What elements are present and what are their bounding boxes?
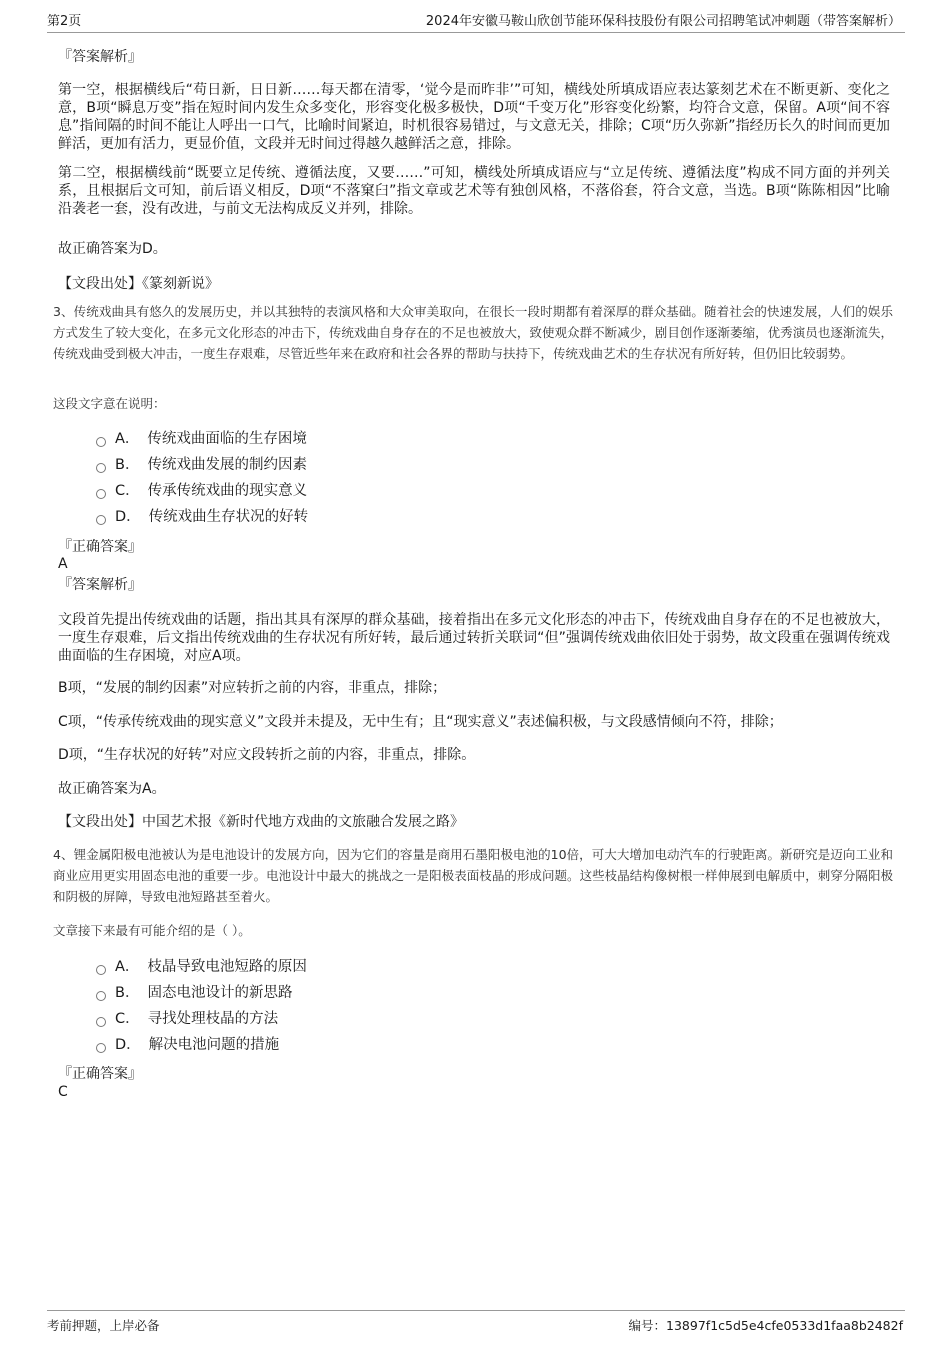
document-title: 2024年安徽马鞍山欣创节能环保科技股份有限公司招聘笔试冲刺题（带答案解析） <box>425 14 901 29</box>
analysis-conclusion: 故正确答案为D。 <box>58 241 167 257</box>
radio-icon[interactable] <box>96 489 106 499</box>
radio-icon[interactable] <box>96 965 106 975</box>
question-3-text: 3、传统戏曲具有悠久的发展历史，并以其独特的表演风格和大众审美取向，在很长一段时期都有着深厚的群众基础。随着社会的快速发展，人们的娱乐方式发生了较大变化，在多元文化形态的冲击下，传统戏曲自身存在的不足也被放大，致使观众群不断减少，剧目创作逐渐萎缩，优秀演员也逐渐流失，传统戏曲受到极大冲击，一度生存艰难，尽管近些年来在政府和社会各界的帮助与扶持下，传统戏曲艺术的生存状况有所好转，但仍旧比较弱势。 <box>53 304 893 361</box>
document-id: 编号：13897f1c5d5e4cfe0533d1faa8b2482f <box>628 1318 903 1333</box>
option-a[interactable]: A． 枝晶导致电池短路的原因 <box>96 954 307 980</box>
analysis-paragraph-1: 第一空，根据横线后“苟日新，日日新……每天都在清零，‘觉今是而昨非’”可知，横线处所填成语应表达篆刻艺术在不断更新、变化之意，B项“瞬息万变”指在短时间内发生众多变化，形容变化极多极快，D项“千变万化”形容变化纷繁，均符合文意，保留。A项“间不容息”指间隔的时间不能让人呼出一口气，比喻时间紧迫，时机很容易错过，与文意无关，排除；C项“历久弥新”指经历长久的时间而更加鲜活，更加有活力，更显价值，文段并无时间过得越久越鲜活之意，排除。 <box>58 82 890 152</box>
analysis-paragraph-3: C项，“传承传统戏曲的现实意义”文段并未提及，无中生有；且“现实意义”表述偏积极，与文段感情倾向不符，排除； <box>58 714 783 730</box>
analysis-label: 『答案解析』 <box>58 577 142 593</box>
question-3-options <box>96 426 308 530</box>
question-3-prompt: 这段文字意在说明： <box>53 396 166 411</box>
radio-icon[interactable] <box>96 1043 106 1053</box>
page-footer <box>47 1310 905 1335</box>
footer-slogan: 考前押题，上岸必备 <box>47 1318 160 1333</box>
correct-answer: C <box>58 1084 68 1100</box>
option-c[interactable]: C． 寻找处理枝晶的方法 <box>96 1006 307 1032</box>
option-b[interactable]: B． 传统戏曲发展的制约因素 <box>96 452 308 478</box>
analysis-label: 『答案解析』 <box>58 49 142 65</box>
question-4-options <box>96 954 307 1058</box>
option-a[interactable]: A． 传统戏曲面临的生存困境 <box>96 426 308 452</box>
option-d[interactable]: D． 解决电池问题的措施 <box>96 1032 307 1058</box>
radio-icon[interactable] <box>96 991 106 1001</box>
correct-answer: A <box>58 556 68 572</box>
correct-answer-label: 『正确答案』 <box>58 539 142 555</box>
source-citation: 【文段出处】中国艺术报《新时代地方戏曲的文旅融合发展之路》 <box>58 814 464 830</box>
radio-icon[interactable] <box>96 1017 106 1027</box>
radio-icon[interactable] <box>96 463 106 473</box>
radio-icon[interactable] <box>96 437 106 447</box>
question-4-prompt: 文章接下来最有可能介绍的是（ ）。 <box>53 923 251 938</box>
page-header <box>47 12 905 33</box>
source-citation: 【文段出处】《篆刻新说》 <box>58 276 219 292</box>
option-d[interactable]: D． 传统戏曲生存状况的好转 <box>96 504 308 530</box>
option-c[interactable]: C． 传承传统戏曲的现实意义 <box>96 478 308 504</box>
radio-icon[interactable] <box>96 515 106 525</box>
page-number: 第2页 <box>47 14 82 29</box>
analysis-paragraph-1: 文段首先提出传统戏曲的话题，指出其具有深厚的群众基础，接着指出在多元文化形态的冲击下，传统戏曲自身存在的不足也被放大，一度生存艰难，后文指出传统戏曲的生存状况有所好转，最后通过转折关联词“但”强调传统戏曲依旧处于弱势，故文段重在强调传统戏曲面临的生存困境，对应A项。 <box>58 612 890 664</box>
analysis-paragraph-2: 第二空，根据横线前“既要立足传统、遵循法度，又要……”可知，横线处所填成语应与“立足传统、遵循法度”构成不同方面的并列关系，且根据后文可知，前后语义相反，D项“不落窠臼”指文章或艺术等有独创风格，不落俗套，符合文意，当选。B项“陈陈相因”比喻沿袭老一套，没有改进，与前文无法构成反义并列，排除。 <box>58 165 890 217</box>
correct-answer-label: 『正确答案』 <box>58 1066 142 1082</box>
analysis-conclusion: 故正确答案为A。 <box>58 781 166 797</box>
analysis-paragraph-4: D项，“生存状况的好转”对应文段转折之前的内容，非重点，排除。 <box>58 747 476 763</box>
option-b[interactable]: B． 固态电池设计的新思路 <box>96 980 307 1006</box>
analysis-paragraph-2: B项，“发展的制约因素”对应转折之前的内容，非重点，排除； <box>58 680 447 696</box>
question-4-text: 4、锂金属阳极电池被认为是电池设计的发展方向，因为它们的容量是商用石墨阳极电池的10倍，可大大增加电动汽车的行驶距离。新研究是迈向工业和商业应用更实用固态电池的重要一步。电池设计中最大的挑战之一是阳极表面枝晶的形成问题。这些枝晶结构像树根一样伸展到电解质中，刺穿分隔阳极和阴极的屏障，导致电池短路甚至着火。 <box>53 847 893 904</box>
